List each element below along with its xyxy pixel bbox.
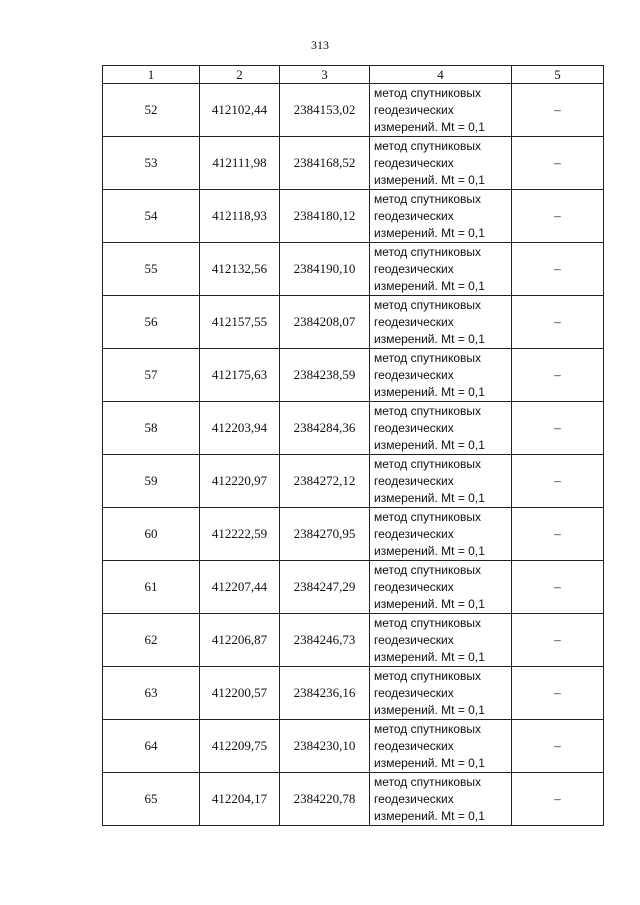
method-cell — [370, 349, 512, 402]
method-line: измерений. Mt = 0,1 — [374, 543, 485, 558]
x-coordinate-cell: 412204,17 — [200, 773, 280, 826]
method-line: метод спутниковых — [374, 562, 482, 577]
method-cell — [370, 84, 512, 137]
method-line: геодезических — [374, 526, 454, 541]
note-cell: – — [512, 773, 604, 826]
table-row — [103, 455, 604, 508]
method-line: геодезических — [374, 579, 454, 594]
method-cell — [370, 402, 512, 455]
header-col-5: 5 — [512, 66, 604, 84]
header-row — [103, 66, 604, 84]
table-row — [103, 561, 604, 614]
method-line: метод спутниковых — [374, 456, 482, 471]
method-line: метод спутниковых — [374, 297, 482, 312]
method-line: измерений. Mt = 0,1 — [374, 331, 485, 346]
y-coordinate-cell: 2384180,12 — [280, 190, 370, 243]
method-line: измерений. Mt = 0,1 — [374, 649, 485, 664]
method-line: измерений. Mt = 0,1 — [374, 119, 485, 134]
x-coordinate-cell: 412220,97 — [200, 455, 280, 508]
table-row — [103, 508, 604, 561]
y-coordinate-cell: 2384284,36 — [280, 402, 370, 455]
y-coordinate-cell: 2384208,07 — [280, 296, 370, 349]
y-coordinate-cell: 2384190,10 — [280, 243, 370, 296]
coordinates-table — [102, 65, 604, 826]
note-cell: – — [512, 349, 604, 402]
point-number-cell: 58 — [103, 402, 200, 455]
method-cell — [370, 455, 512, 508]
note-cell: – — [512, 190, 604, 243]
method-line: метод спутниковых — [374, 774, 482, 789]
note-cell: – — [512, 402, 604, 455]
table-row — [103, 243, 604, 296]
x-coordinate-cell: 412222,59 — [200, 508, 280, 561]
note-cell: – — [512, 614, 604, 667]
x-coordinate-cell: 412209,75 — [200, 720, 280, 773]
point-number-cell: 56 — [103, 296, 200, 349]
method-line: метод спутниковых — [374, 615, 482, 630]
x-coordinate-cell: 412111,98 — [200, 137, 280, 190]
method-cell — [370, 773, 512, 826]
method-line: измерений. Mt = 0,1 — [374, 490, 485, 505]
method-line: метод спутниковых — [374, 191, 482, 206]
method-line: геодезических — [374, 632, 454, 647]
table-row — [103, 296, 604, 349]
method-cell — [370, 667, 512, 720]
method-line: измерений. Mt = 0,1 — [374, 596, 485, 611]
method-line: геодезических — [374, 420, 454, 435]
method-line: измерений. Mt = 0,1 — [374, 172, 485, 187]
point-number-cell: 55 — [103, 243, 200, 296]
table-row — [103, 720, 604, 773]
method-cell — [370, 561, 512, 614]
point-number-cell: 57 — [103, 349, 200, 402]
method-line: измерений. Mt = 0,1 — [374, 225, 485, 240]
method-cell — [370, 137, 512, 190]
method-line: метод спутниковых — [374, 403, 482, 418]
note-cell: – — [512, 455, 604, 508]
page-number: 313 — [311, 38, 329, 52]
y-coordinate-cell: 2384247,29 — [280, 561, 370, 614]
y-coordinate-cell: 2384246,73 — [280, 614, 370, 667]
y-coordinate-cell: 2384236,16 — [280, 667, 370, 720]
table-row — [103, 402, 604, 455]
method-line: геодезических — [374, 155, 454, 170]
y-coordinate-cell: 2384272,12 — [280, 455, 370, 508]
point-number-cell: 54 — [103, 190, 200, 243]
y-coordinate-cell: 2384238,59 — [280, 349, 370, 402]
header-col-4: 4 — [370, 66, 512, 84]
y-coordinate-cell: 2384220,78 — [280, 773, 370, 826]
point-number-cell: 59 — [103, 455, 200, 508]
note-cell: – — [512, 243, 604, 296]
x-coordinate-cell: 412157,55 — [200, 296, 280, 349]
method-cell — [370, 614, 512, 667]
table-row — [103, 773, 604, 826]
table-row — [103, 349, 604, 402]
method-cell — [370, 190, 512, 243]
method-line: геодезических — [374, 367, 454, 382]
point-number-cell: 53 — [103, 137, 200, 190]
method-line: измерений. Mt = 0,1 — [374, 437, 485, 452]
x-coordinate-cell: 412200,57 — [200, 667, 280, 720]
method-line: метод спутниковых — [374, 350, 482, 365]
note-cell: – — [512, 561, 604, 614]
method-line: метод спутниковых — [374, 509, 482, 524]
note-cell: – — [512, 508, 604, 561]
point-number-cell: 61 — [103, 561, 200, 614]
table-row — [103, 84, 604, 137]
table-row — [103, 667, 604, 720]
point-number-cell: 52 — [103, 84, 200, 137]
method-line: метод спутниковых — [374, 85, 482, 100]
method-cell — [370, 296, 512, 349]
method-line: метод спутниковых — [374, 668, 482, 683]
point-number-cell: 63 — [103, 667, 200, 720]
method-line: геодезических — [374, 791, 454, 806]
method-line: измерений. Mt = 0,1 — [374, 384, 485, 399]
method-line: измерений. Mt = 0,1 — [374, 755, 485, 770]
header-col-3: 3 — [280, 66, 370, 84]
note-cell: – — [512, 667, 604, 720]
table-row — [103, 137, 604, 190]
method-cell — [370, 243, 512, 296]
note-cell: – — [512, 296, 604, 349]
header-col-1: 1 — [103, 66, 200, 84]
x-coordinate-cell: 412206,87 — [200, 614, 280, 667]
note-cell: – — [512, 84, 604, 137]
point-number-cell: 60 — [103, 508, 200, 561]
x-coordinate-cell: 412132,56 — [200, 243, 280, 296]
table-body — [103, 84, 604, 826]
method-cell — [370, 720, 512, 773]
point-number-cell: 64 — [103, 720, 200, 773]
header-col-2: 2 — [200, 66, 280, 84]
table-header — [103, 66, 604, 84]
method-line: геодезических — [374, 102, 454, 117]
method-line: метод спутниковых — [374, 244, 482, 259]
x-coordinate-cell: 412118,93 — [200, 190, 280, 243]
y-coordinate-cell: 2384230,10 — [280, 720, 370, 773]
point-number-cell: 65 — [103, 773, 200, 826]
x-coordinate-cell: 412102,44 — [200, 84, 280, 137]
x-coordinate-cell: 412175,63 — [200, 349, 280, 402]
method-line: геодезических — [374, 261, 454, 276]
point-number-cell: 62 — [103, 614, 200, 667]
method-line: геодезических — [374, 314, 454, 329]
x-coordinate-cell: 412207,44 — [200, 561, 280, 614]
table-row — [103, 614, 604, 667]
method-line: геодезических — [374, 685, 454, 700]
method-line: метод спутниковых — [374, 138, 482, 153]
method-line: геодезических — [374, 208, 454, 223]
table-row — [103, 190, 604, 243]
method-cell — [370, 508, 512, 561]
y-coordinate-cell: 2384270,95 — [280, 508, 370, 561]
method-line: геодезических — [374, 473, 454, 488]
method-line: геодезических — [374, 738, 454, 753]
method-line: измерений. Mt = 0,1 — [374, 278, 485, 293]
method-line: метод спутниковых — [374, 721, 482, 736]
note-cell: – — [512, 720, 604, 773]
method-line: измерений. Mt = 0,1 — [374, 702, 485, 717]
y-coordinate-cell: 2384153,02 — [280, 84, 370, 137]
note-cell: – — [512, 137, 604, 190]
y-coordinate-cell: 2384168,52 — [280, 137, 370, 190]
x-coordinate-cell: 412203,94 — [200, 402, 280, 455]
method-line: измерений. Mt = 0,1 — [374, 808, 485, 823]
